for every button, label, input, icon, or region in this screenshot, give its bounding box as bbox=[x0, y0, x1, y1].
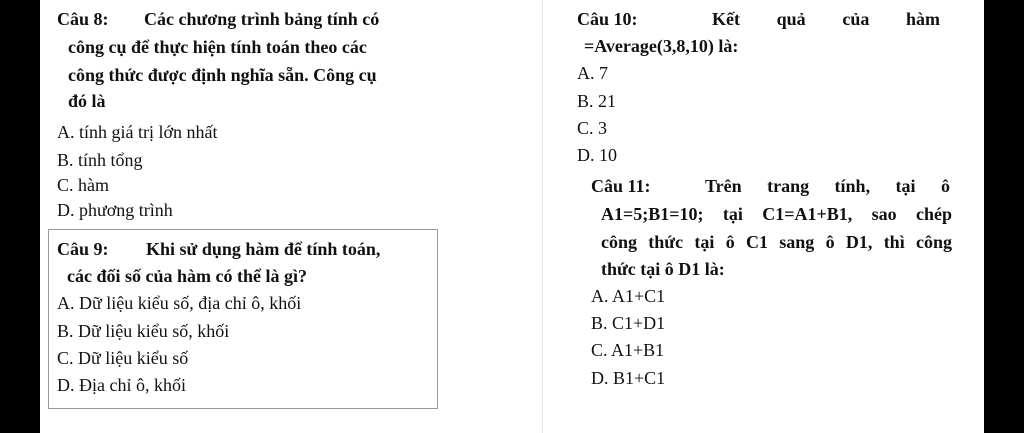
q10-word: hàm bbox=[905, 9, 940, 29]
q11-word: C1 bbox=[745, 232, 768, 252]
q9-option-a: A. Dữ liệu kiểu số, địa chỉ ô, khối bbox=[57, 293, 302, 313]
q10-label: Câu 10: bbox=[577, 9, 638, 29]
q10-line-2: =Average(3,8,10) là: bbox=[584, 36, 739, 56]
q11-word: ô bbox=[825, 232, 835, 252]
q8-line-1: Các chương trình bảng tính có bbox=[144, 9, 380, 29]
q10-option-a: A. 7 bbox=[577, 63, 608, 83]
q11-line-2 bbox=[601, 203, 952, 225]
q11-word: chép bbox=[916, 204, 952, 224]
q8-label: Câu 8: bbox=[57, 9, 109, 29]
q10-word: Kết bbox=[712, 9, 740, 29]
q9-line-1: Khi sử dụng hàm để tính toán, bbox=[146, 239, 381, 259]
q11-word: công bbox=[916, 232, 952, 252]
q11-word: sang bbox=[779, 232, 815, 252]
q11-word: Trên bbox=[705, 176, 742, 196]
q9-option-b: B. Dữ liệu kiểu số, khối bbox=[57, 321, 230, 341]
q11-word: A1=5;B1=10; bbox=[601, 204, 704, 224]
q11-word: tính, bbox=[834, 176, 871, 196]
q10-word: của bbox=[842, 9, 870, 29]
q11-word: thì bbox=[883, 232, 905, 252]
q11-word: sao bbox=[871, 204, 897, 224]
q11-option-c: C. A1+B1 bbox=[591, 340, 665, 360]
q11-word: trang bbox=[767, 176, 810, 196]
q10-option-c: C. 3 bbox=[577, 118, 608, 138]
q11-option-a: A. A1+C1 bbox=[591, 286, 666, 306]
q8-option-a: A. tính giá trị lớn nhất bbox=[57, 122, 218, 142]
q11-word: tại bbox=[895, 176, 916, 196]
q10-line-1 bbox=[712, 8, 940, 30]
page-divider bbox=[542, 0, 543, 433]
q11-line-3 bbox=[601, 231, 952, 253]
q11-line-1 bbox=[705, 175, 950, 197]
q11-line-4: thức tại ô D1 là: bbox=[601, 259, 725, 279]
q9-label: Câu 9: bbox=[57, 239, 109, 259]
q9-line-2: các đối số của hàm có thể là gì? bbox=[67, 266, 307, 286]
q11-word: ô bbox=[940, 176, 950, 196]
q10-option-b: B. 21 bbox=[577, 91, 617, 111]
q11-option-d: D. B1+C1 bbox=[591, 368, 666, 388]
q11-word: ô bbox=[725, 232, 735, 252]
q11-word: D1, bbox=[845, 232, 873, 252]
q11-word: công bbox=[601, 232, 637, 252]
q8-line-2: công cụ để thực hiện tính toán theo các bbox=[68, 37, 367, 57]
q9-option-c: C. Dữ liệu kiểu số bbox=[57, 348, 189, 368]
q11-word: tại bbox=[694, 232, 715, 252]
q8-option-d: D. phương trình bbox=[57, 200, 173, 220]
q11-label: Câu 11: bbox=[591, 176, 651, 196]
q10-word: quả bbox=[776, 9, 806, 29]
q9-option-d: D. Địa chỉ ô, khối bbox=[57, 375, 186, 395]
q11-option-b: B. C1+D1 bbox=[591, 313, 666, 333]
q11-word: C1=A1+B1, bbox=[762, 204, 853, 224]
q8-line-3: công thức được định nghĩa sẵn. Công cụ bbox=[68, 65, 377, 85]
q11-word: thức bbox=[648, 232, 684, 252]
q8-option-b: B. tính tổng bbox=[57, 150, 143, 170]
q8-option-c: C. hàm bbox=[57, 175, 109, 195]
q11-word: tại bbox=[722, 204, 743, 224]
q10-option-d: D. 10 bbox=[577, 145, 617, 165]
q8-line-4: đó là bbox=[68, 91, 106, 111]
